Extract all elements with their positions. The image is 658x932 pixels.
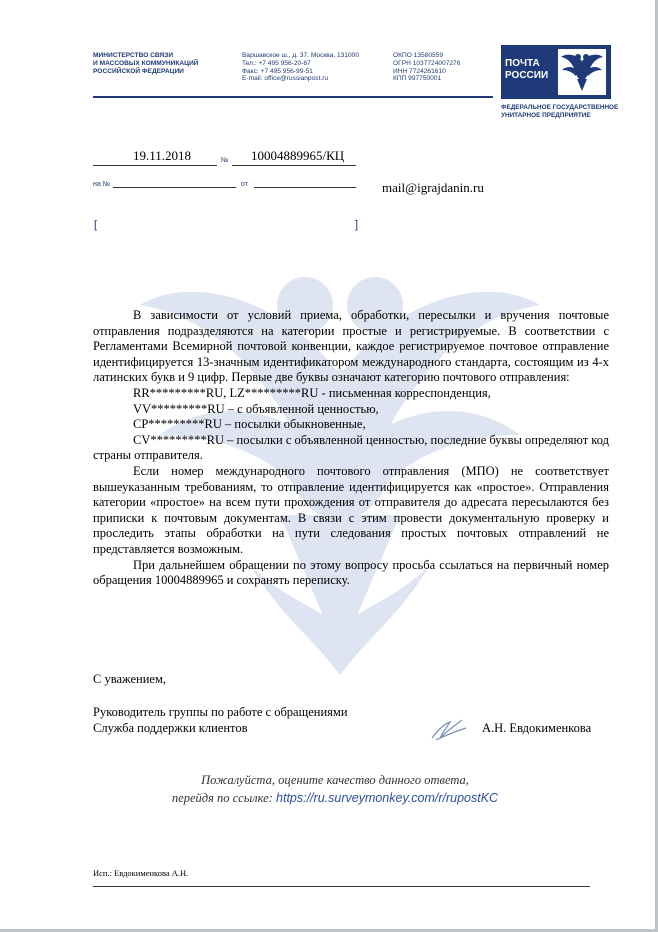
signer-name: А.Н. Евдокименкова [482,721,592,735]
paragraph-2: Если номер международного почтового отправления (МПО) не соответствует вышеуказанным требованиям, то отправление идентифицируется как «простое». Отправления категории «простое» на всем пути прохождения от отправителя до адресата пересылаются без приписки к почтовым документам. В связи с этим провести документальную проверку и проследить этапы обработки на пути следования простых почтовых отправлений не представляется возможным. [93,463,609,556]
number-label: № [221,157,229,164]
from-label: от [241,181,248,188]
letter-date: 19.11.2018 [133,148,192,163]
category-cp: CP*********RU – посылки обыкновенные, [133,417,366,432]
executor-note: Исп.: Евдокименкова А.Н. [93,868,189,878]
reply-to-label: на № [93,181,111,188]
bracket-right: ] [355,219,359,231]
footer-divider [93,886,590,887]
signer-position: Руководитель группы по работе с обращениями [93,705,348,719]
number-underline [232,165,356,166]
logo-text: ПОЧТА РОССИИ [505,58,549,81]
survey-line [100,791,570,806]
signer-department: Служба поддержки клиентов [93,721,248,735]
regards: С уважением, [93,672,166,686]
letter-number: 10004889965/КЦ [251,148,345,163]
from-underline [254,187,356,188]
header-divider [93,96,493,98]
logo-subtitle: ФЕДЕРАЛЬНОЕ ГОСУДАРСТВЕННОЕ УНИТАРНОЕ ПРЕДПРИЯТИЕ [501,104,619,119]
category-vv: VV*********RU – с объявленной ценностью, [133,401,379,416]
category-rr: RR*********RU, LZ*********RU - письменная корреспонденция, [133,385,491,400]
signature-icon [428,716,470,742]
contact-address: Варшавское ш., д. 37, Москва, 131000 Тел.: +7 495 956-20-67 Факс: +7 495 956-99-51 E-mail: office@russianpost.ru [242,52,360,83]
survey-prefix: перейдя по ссылке: [171,791,277,805]
eagle-icon [558,49,606,95]
survey-prompt: Пожалуйста, оцените качество данного ответа, [201,773,469,787]
recipient-email: mail@igrajdanin.ru [382,180,484,195]
registration-codes: ОКПО 13580559 ОГРН 1037724007276 ИНН 7724261610 КПП 997750001 [393,52,461,83]
date-underline [93,165,217,166]
letter-body [93,308,609,589]
reply-to-underline [113,187,236,188]
survey-link[interactable]: https://ru.surveymonkey.com/r/rupostKC [276,791,499,805]
paragraph-1: В зависимости от условий приема, обработки, пересылки и вручения почтовые отправления подразделяются на категории простые и регистрируемые. В соответствии с Регламентами Всемирной почтовой конвенции, каждое регистрируемое почтовое отправление идентифицируется 13-значным идентификатором международного стандарта, состоящим из 4-х латинских букв и 9 цифр. Первые две буквы означают категорию почтового отправления: [93,308,609,385]
category-cv: CV*********RU – посылки с объявленной ценностью, последние буквы определяют код страны отправителя. [93,432,609,463]
ministry-name: МИНИСТЕРСТВО СВЯЗИ И МАССОВЫХ КОММУНИКАЦИЙ РОССИЙСКОЙ ФЕДЕРАЦИИ [93,52,199,75]
bracket-left: [ [94,219,98,231]
paragraph-3: При дальнейшем обращении по этому вопросу просьба ссылаться на первичный номер обращения 10004889965 и сохранять переписку. [93,557,609,588]
